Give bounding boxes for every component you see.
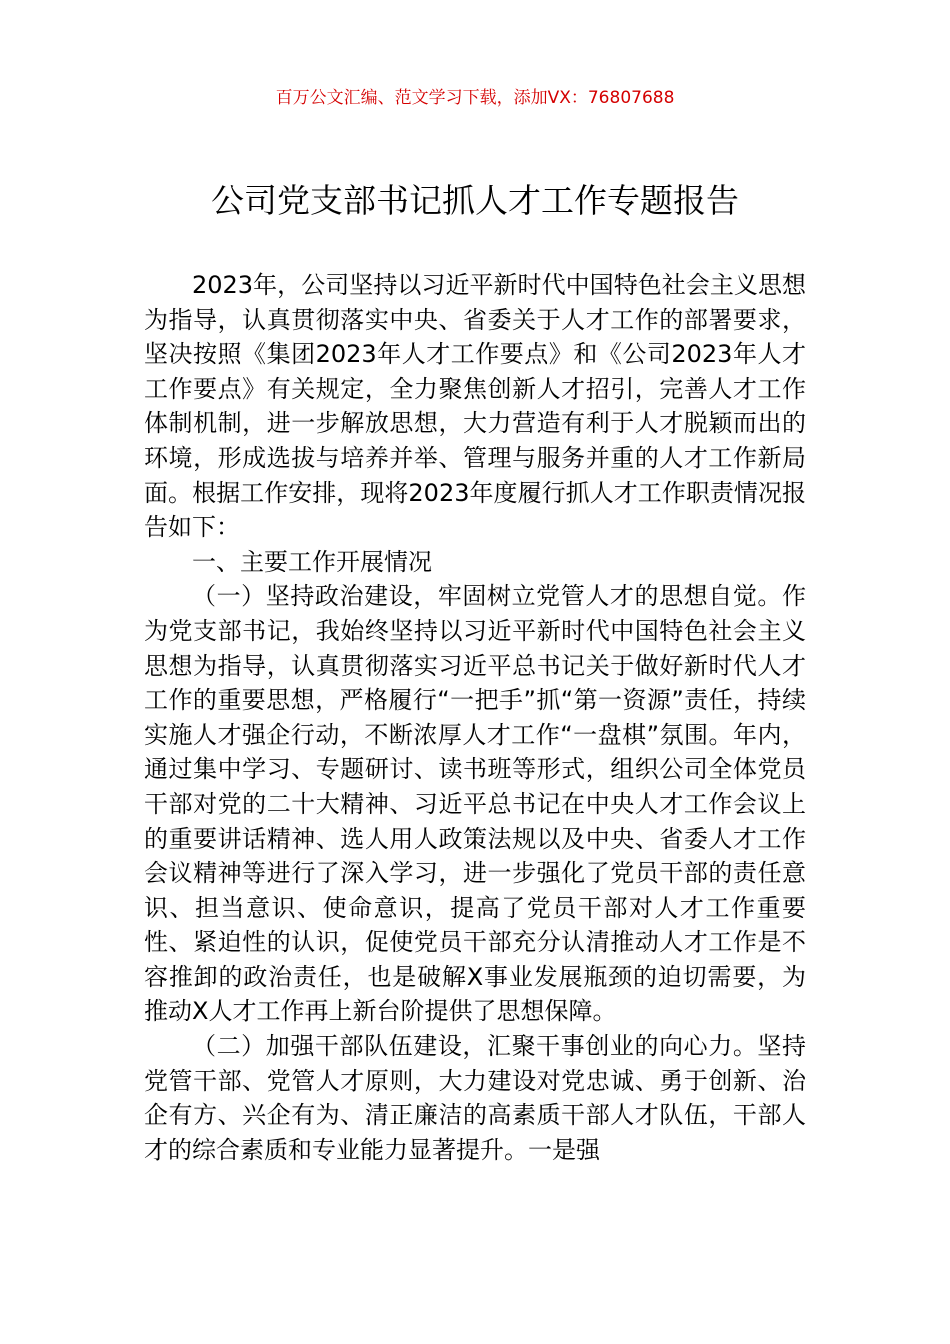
- section-heading-main-work: 一、主要工作开展情况: [192, 547, 432, 576]
- document-title: 公司党支部书记抓人才工作专题报告: [211, 181, 739, 220]
- subsection-political-building: （一）坚持政治建设，牢固树立党管人才的思想自觉。作为党支部书记，我始终坚持以习近平新时代中国特色社会主义思想为指导，认真贯彻落实习近平总书记关于做好新时代人才工作的重要思想，严格履行“一把手”抓“第一资源”责任，持续实施人才强企行动，不断浓厚人才工作“一盘棋”氛围。年内，通过集中学习、专题研讨、读书班等形式，组织公司全体党员干部对党的二十大精神、习近平总书记在中央人才工作会议上的重要讲话精神、选人用人政策法规以及中央、省委人才工作会议精神等进行了深入学习，进一步强化了党员干部的责任意识、担当意识、使命意识，提高了党员干部对人才工作重要性、紧迫性的认识，促使党员干部充分认清推动人才工作是不容推卸的政治责任，也是破解X事业发展瓶颈的迫切需要，为推动X人才工作再上新台阶提供了思想保障。: [144, 582, 806, 1026]
- subsection-cadre-team-building: （二）加强干部队伍建设，汇聚干事创业的向心力。坚持党管干部、党管人才原则，大力建设对党忠诚、勇于创新、治企有方、兴企有为、清正廉洁的高素质干部人才队伍，干部人才的综合素质和专业能力显著提升。一是强: [144, 1032, 806, 1164]
- document-body: [144, 268, 806, 1167]
- header-download-note: 百万公文汇编、范文学习下载，添加VX：76807688: [275, 88, 675, 108]
- intro-paragraph: 2023年，公司坚持以习近平新时代中国特色社会主义思想为指导，认真贯彻落实中央、省委关于人才工作的部署要求，坚决按照《集团2023年人才工作要点》和《公司2023年人才工作要点》有关规定，全力聚焦创新人才招引，完善人才工作体制机制，进一步解放思想，大力营造有利于人才脱颖而出的环境，形成选拔与培养并举、管理与服务并重的人才工作新局面。根据工作安排，现将2023年度履行抓人才工作职责情况报告如下：: [144, 271, 806, 542]
